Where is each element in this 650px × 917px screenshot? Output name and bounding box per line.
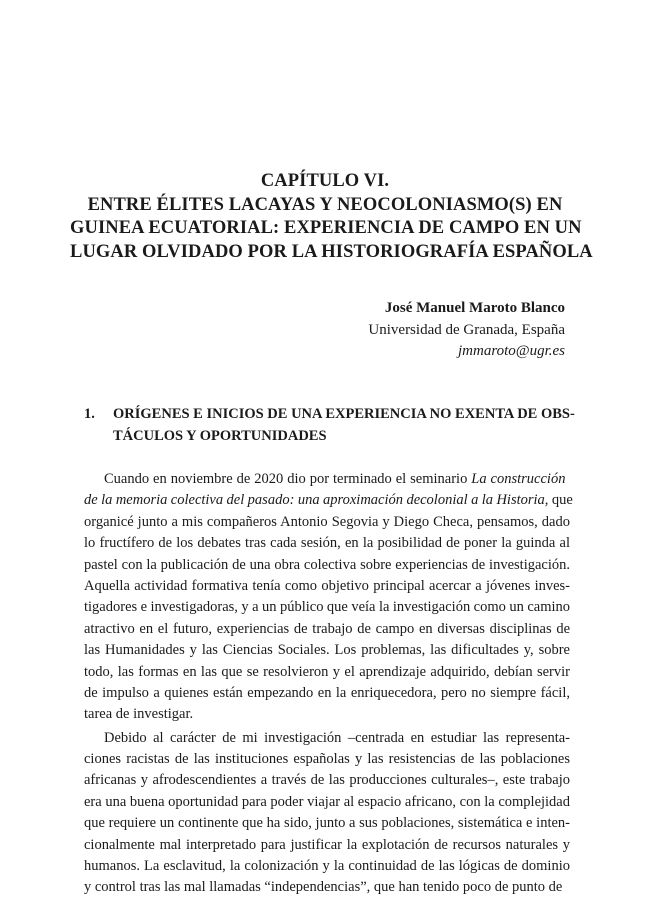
author-name: José Manuel Maroto Blanco [384,300,565,316]
text-line [84,490,573,511]
author-affiliation: Universidad de Granada, España [368,321,565,338]
text-line: Aquella actividad formativa tenía como objetivo principal acercar a jóvenes inves- [84,577,570,594]
text-line: las Humanidades y las Ciencias Sociales. Los problemas, las dificultades y, sobre [84,642,570,659]
section-heading [84,404,575,447]
text-line [84,469,570,490]
paragraph [84,469,573,726]
text-line: tarea de investigar. [84,706,194,723]
text-run: , que [544,492,573,509]
section-number: 1. [84,406,95,422]
text-line: todo, las formas en las que se resolvieron y el aprendizaje adquirido, debían servir [84,663,570,680]
text-line: ciones racistas de las instituciones españolas y las resistencias de las poblaciones [84,751,570,768]
text-line: organicé junto a mis compañeros Antonio Segovia y Diego Checa, pensamos, dado [84,513,570,530]
text-line: pastel con la publicación de una obra colectiva sobre experiencias de investigación. [84,556,570,573]
chapter-title-line: CAPÍTULO VI. [260,171,390,191]
paragraph [84,728,570,899]
chapter-title [70,170,593,264]
chapter-title-line: ENTRE ÉLITES LACAYAS Y NEOCOLONIASMO(S) EN [87,194,563,215]
text-line: que requiere un continente que ha sido, junto a sus poblaciones, sistemática e inten- [84,815,570,832]
text-line: atractivo en el futuro, experiencias de trabajo de campo en diversas disciplinas de [84,620,570,637]
book-title-italic: La construcción [471,471,566,487]
text-line: cionalmente mal interpretado para justificar la explotación de recursos naturales y [84,836,570,853]
chapter-title-line: LUGAR OLVIDADO POR LA HISTORIOGRAFÍA ESPAÑOLA [70,241,593,262]
text-line: Debido al carácter de mi investigación –centrada en estudiar las representa- [104,729,570,746]
author-email: jmmaroto@ugr.es [458,343,565,359]
text-line: humanos. La esclavitud, la colonización y la continuidad de las lógicas de dominio [84,858,570,875]
author-block [368,298,565,363]
text-line: lo fructífero de los debates tras cada sesión, en la posibilidad de poner la guinda al [84,535,570,552]
text-line: era una buena oportunidad para poder viajar al espacio africano, con la complejidad [84,793,570,810]
section-title-line: TÁCULOS Y OPORTUNIDADES [113,427,327,444]
book-title-italic: de la memoria colectiva del pasado: una aproximación decolonial a la Historia [84,492,545,509]
body-text [84,469,573,899]
text-line: africanas y afrodescendientes a través de las producciones culturales–, este trabajo [84,772,570,789]
text-line: de impulso a quienes están empezando en la enriquecedora, pero no siempre fácil, [84,684,570,701]
section-title-line: ORÍGENES E INICIOS DE UNA EXPERIENCIA NO EXENTA DE OBS- [113,406,575,422]
text-line: tigadores e investigadoras, y a un público que veía la investigación como un camino [84,599,570,616]
text-line: y control tras las mal llamadas “independencias”, que han tenido poco de punto de [84,879,563,896]
chapter-title-line: GUINEA ECUATORIAL: EXPERIENCIA DE CAMPO EN UN [70,218,582,238]
text-run: Cuando en noviembre de 2020 dio por terminado el seminario [104,471,472,487]
